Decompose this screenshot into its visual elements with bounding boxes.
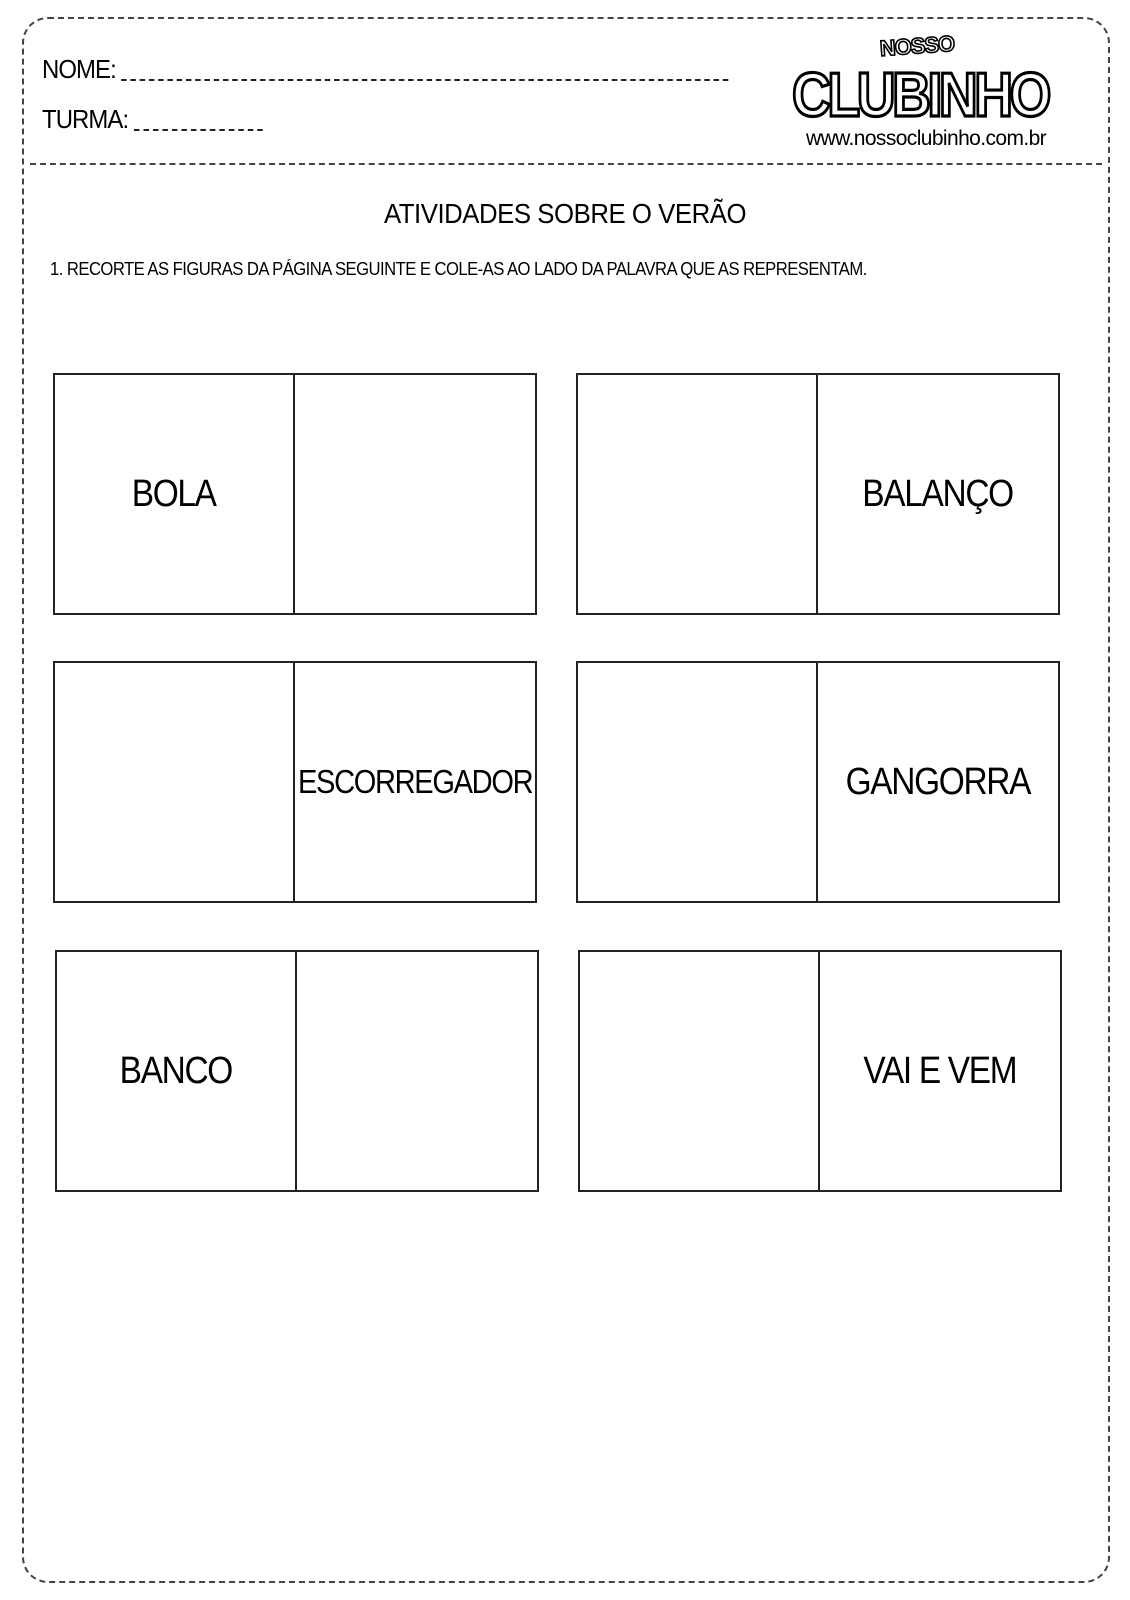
word-cell xyxy=(820,952,1060,1190)
site-url: www.nossoclubinho.com.br xyxy=(806,127,1047,150)
word-cell xyxy=(295,663,535,901)
paste-area xyxy=(297,952,537,1190)
word-cell xyxy=(818,375,1058,613)
word-label: BANCO xyxy=(119,1049,233,1092)
name-label: NOME: xyxy=(42,54,116,84)
class-blank-line xyxy=(134,129,263,131)
header-divider xyxy=(30,163,1102,165)
matching-card-balanco xyxy=(576,373,1060,615)
page-title: ATIVIDADES SOBRE O VERÃO xyxy=(383,198,747,229)
word-cell xyxy=(55,375,295,613)
name-blank-line xyxy=(121,79,728,81)
word-label: ESCORREGADOR xyxy=(297,763,533,800)
paste-area xyxy=(295,375,535,613)
matching-card-bola xyxy=(53,373,537,615)
logo-main-text: CLUBINHO xyxy=(792,61,1050,126)
word-label: GANGORRA xyxy=(845,760,1031,803)
word-label: BOLA xyxy=(132,472,216,515)
word-label: BALANÇO xyxy=(862,472,1014,515)
matching-card-escorregador xyxy=(53,661,537,903)
class-field xyxy=(42,104,262,135)
matching-card-banco xyxy=(55,950,539,1192)
word-cell xyxy=(57,952,297,1190)
class-label: TURMA: xyxy=(42,104,129,134)
paste-area xyxy=(578,375,818,613)
paste-area xyxy=(578,663,818,901)
name-field xyxy=(42,54,729,85)
nosso-clubinho-logo xyxy=(788,30,1058,126)
instruction-text: 1. RECORTE AS FIGURAS DA PÁGINA SEGUINTE E COLE-AS AO LADO DA PALAVRA QUE AS REPRESENTAM. xyxy=(50,258,867,279)
paste-area xyxy=(55,663,295,901)
matching-card-vai-e-vem xyxy=(578,950,1062,1192)
logo-top-text: NOSSO xyxy=(878,30,955,61)
word-label: VAI E VEM xyxy=(863,1049,1017,1092)
matching-card-gangorra xyxy=(576,661,1060,903)
word-cell xyxy=(818,663,1058,901)
paste-area xyxy=(580,952,820,1190)
